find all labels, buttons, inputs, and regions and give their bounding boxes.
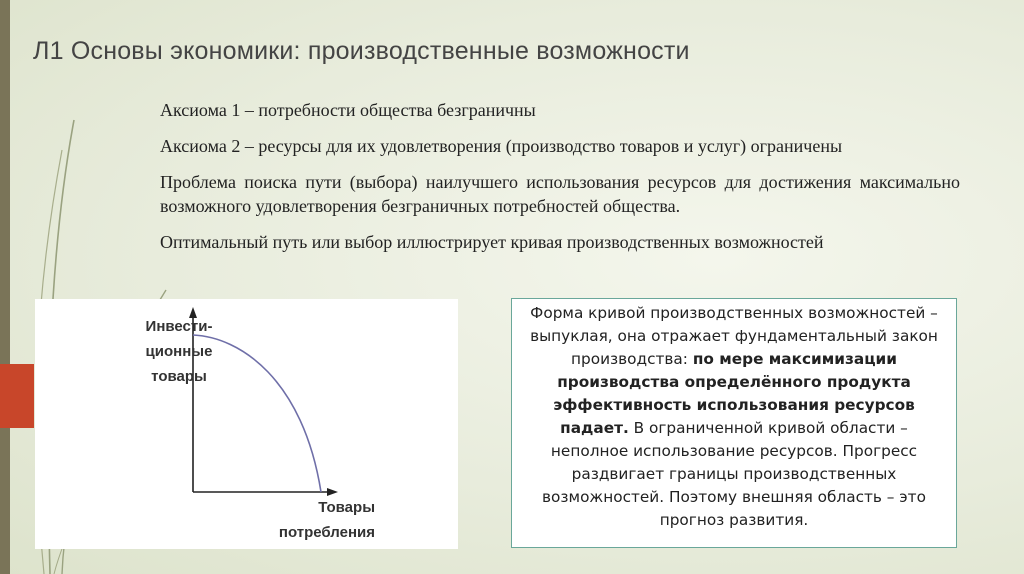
bullet-list: [160, 98, 960, 266]
y-axis-label-line-1: Инвести-: [145, 318, 213, 335]
bullet-axiom-2: Аксиома 2 – ресурсы для их удовлетворения (производство товаров и услуг) ограничены: [160, 136, 843, 156]
x-axis-label-line-2: потребления: [278, 524, 375, 541]
x-axis-label-line-1: Товары: [318, 499, 375, 516]
slide-title: Л1 Основы экономики: производственные возможности: [33, 37, 690, 65]
y-axis-label-line-3: товары: [151, 368, 207, 385]
x-axis-label: [235, 495, 375, 545]
ppf-figure: [35, 299, 458, 549]
note-intro: Форма кривой производственных возможностей – выпуклая, она отражает фундаментальный закон производства:: [530, 304, 938, 368]
y-axis-label: [131, 314, 227, 389]
y-axis-label-line-2: ционные: [145, 343, 213, 360]
explanation-box: [511, 298, 957, 548]
note-law: по мере максимизации производства определённого продукта эффективность использования ресурсов падает.: [553, 350, 915, 437]
note-conclusion: В ограниченной кривой области – неполное использование ресурсов. Прогресс раздвигает границы производственных возможностей. Поэтому внешняя область – это прогноз развития.: [542, 419, 926, 529]
bullet-optimal-path: Оптимальный путь или выбор иллюстрирует кривая производственных возможностей: [160, 232, 824, 252]
left-accent-block: [0, 364, 34, 428]
left-decor-bar: [0, 0, 10, 574]
bullet-axiom-1: Аксиома 1 – потребности общества безграничны: [160, 100, 536, 120]
bullet-problem: Проблема поиска пути (выбора) наилучшего использования ресурсов для достижения максимально возможного удовлетворения безграничных потребностей общества.: [160, 172, 960, 216]
